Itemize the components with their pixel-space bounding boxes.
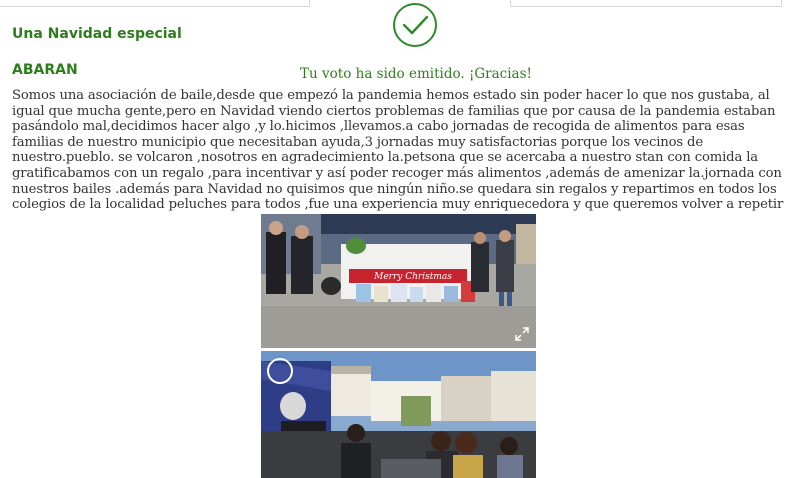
next-card-edge — [510, 0, 782, 7]
post-title: Una Navidad especial — [12, 26, 182, 42]
photo-school-visit[interactable] — [261, 351, 536, 478]
expand-icon[interactable] — [514, 326, 530, 342]
post-author: ABARAN — [12, 62, 78, 78]
post-body: Somos una asociación de baile,desde que empezó la pandemia hemos estado sin poder hacer lo que nos gustaba, al igual que mucha gente,pero en Navidad viendo ciertos problemas de familias que por causa de la pandemia estaban pasándolo mal,decidimos hacer algo ,y lo.hicimos ,llevamos.a cabo jornadas de recogida de alimentos para esas familias de nuestro municipio que necesitaban ayuda,3 jornadas muy satisfactorias porque los vecinos de nuestro.pueblo. se volcaron ,nosotros en agradecimiento la.petsona que se acercaba a nuestro stan con comida la gratificabamos con un regalo ,para incentivar y así poder recoger más alimentos ,además de amenizar la.jornada con nuestros bailes .además para Navidad no quisimos que ningún niño.se quedara sin regalos y repartimos en todos los colegios de la localidad peluches para todos ,fue una experiencia muy enriquecedora y que queremos volver a repetir — [12, 88, 784, 213]
photo-food-collection[interactable] — [261, 214, 536, 348]
circle-icon[interactable] — [267, 358, 293, 384]
vote-confirmation-message: Tu voto ha sido emitido. ¡Gracias! — [300, 66, 532, 82]
banner-text: Merry Christmas — [374, 272, 452, 282]
check-circle-icon — [392, 2, 438, 48]
previous-card-edge — [0, 0, 310, 7]
